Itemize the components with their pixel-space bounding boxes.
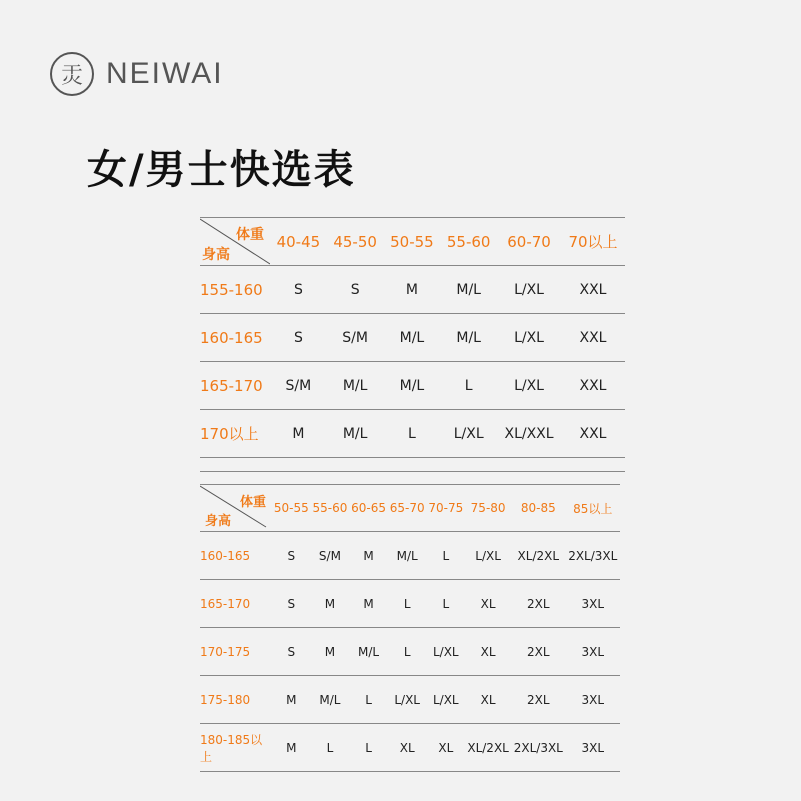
women-corner-cell: [200, 218, 270, 266]
men-size-cell: XL: [465, 628, 511, 676]
men-weight-header: 85以上: [566, 485, 620, 532]
men-size-cell: 2XL: [511, 580, 565, 628]
women-corner-weight-label: 体重: [236, 227, 264, 243]
women-corner-height-label: 身高: [202, 247, 230, 263]
men-height-label: 160-165: [200, 532, 272, 580]
women-size-cell: S/M: [327, 314, 384, 362]
men-size-cell: XL/2XL: [465, 724, 511, 772]
men-size-cell: L: [427, 580, 466, 628]
men-size-cell: S: [272, 628, 311, 676]
men-size-cell: 2XL: [511, 676, 565, 724]
men-table-row: [200, 532, 620, 580]
women-table-row: [200, 410, 625, 458]
men-size-cell: L/XL: [388, 676, 427, 724]
women-size-cell: M/L: [384, 362, 441, 410]
women-size-cell: S/M: [270, 362, 327, 410]
women-height-label: 165-170: [200, 362, 270, 410]
men-size-cell: 3XL: [566, 580, 620, 628]
women-weight-header: 50-55: [384, 218, 441, 266]
men-size-cell: XL: [427, 724, 466, 772]
men-size-cell: L/XL: [465, 532, 511, 580]
men-weight-header: 60-65: [349, 485, 388, 532]
men-size-cell: L/XL: [427, 676, 466, 724]
brand-logo: [50, 50, 224, 98]
women-size-cell: L/XL: [440, 410, 497, 458]
men-size-cell: S: [272, 580, 311, 628]
men-size-cell: 3XL: [566, 628, 620, 676]
women-size-table: [200, 217, 625, 472]
women-size-cell: L: [384, 410, 441, 458]
men-size-cell: 2XL/3XL: [566, 532, 620, 580]
men-weight-header: 55-60: [311, 485, 350, 532]
women-size-cell: XXL: [561, 314, 625, 362]
women-size-cell: M/L: [440, 266, 497, 314]
men-table-row: [200, 676, 620, 724]
men-corner-height-label: 身高: [205, 514, 232, 529]
women-size-cell: M/L: [384, 314, 441, 362]
men-table-row: [200, 580, 620, 628]
men-height-label: 180-185以上: [200, 724, 272, 772]
men-size-cell: L: [349, 724, 388, 772]
women-size-cell: S: [270, 314, 327, 362]
women-height-label: 160-165: [200, 314, 270, 362]
men-size-cell: 3XL: [566, 724, 620, 772]
men-size-cell: M: [311, 580, 350, 628]
women-size-cell: S: [327, 266, 384, 314]
women-size-cell: S: [270, 266, 327, 314]
men-size-cell: 2XL/3XL: [511, 724, 565, 772]
men-size-cell: S: [272, 532, 311, 580]
women-header-row: [200, 218, 625, 266]
men-size-cell: M/L: [311, 676, 350, 724]
brand-name: NEIWAI: [106, 57, 224, 90]
women-size-cell: XXL: [561, 410, 625, 458]
men-height-label: 165-170: [200, 580, 272, 628]
women-weight-header: 70以上: [561, 218, 625, 266]
men-size-cell: 2XL: [511, 628, 565, 676]
women-weight-header: 45-50: [327, 218, 384, 266]
page-title: 女/男士快选表: [87, 147, 356, 193]
men-size-cell: M: [272, 676, 311, 724]
women-weight-header: 60-70: [497, 218, 561, 266]
men-size-cell: XL/2XL: [511, 532, 565, 580]
men-weight-header: 50-55: [272, 485, 311, 532]
women-weight-header: 40-45: [270, 218, 327, 266]
men-size-cell: L: [427, 532, 466, 580]
men-size-table: [200, 484, 620, 772]
men-corner-cell: [200, 485, 272, 532]
women-size-cell: L: [440, 362, 497, 410]
men-size-cell: M/L: [349, 628, 388, 676]
men-size-cell: L/XL: [427, 628, 466, 676]
men-header-row: [200, 485, 620, 532]
men-size-cell: L: [388, 580, 427, 628]
women-size-cell: M/L: [440, 314, 497, 362]
women-height-label: 155-160: [200, 266, 270, 314]
men-corner-weight-label: 体重: [240, 495, 267, 510]
men-size-cell: L: [388, 628, 427, 676]
men-height-label: 175-180: [200, 676, 272, 724]
women-table-row: [200, 266, 625, 314]
men-weight-header: 75-80: [465, 485, 511, 532]
men-size-cell: M: [272, 724, 311, 772]
men-size-cell: M: [349, 580, 388, 628]
men-size-cell: XL: [465, 580, 511, 628]
women-size-cell: L/XL: [497, 266, 561, 314]
women-table-row: [200, 362, 625, 410]
men-size-cell: XL: [465, 676, 511, 724]
men-size-cell: 3XL: [566, 676, 620, 724]
men-weight-header: 80-85: [511, 485, 565, 532]
men-table-row: [200, 628, 620, 676]
men-table-row: [200, 724, 620, 772]
women-weight-header: 55-60: [440, 218, 497, 266]
men-height-label: 170-175: [200, 628, 272, 676]
men-size-cell: M: [311, 628, 350, 676]
men-size-cell: M: [349, 532, 388, 580]
men-size-cell: L: [311, 724, 350, 772]
brand-mark-icon: 㶣: [50, 52, 94, 96]
men-size-cell: S/M: [311, 532, 350, 580]
men-size-cell: XL: [388, 724, 427, 772]
women-size-cell: M: [384, 266, 441, 314]
women-table-bottom-rule: [200, 458, 625, 472]
men-size-cell: L: [349, 676, 388, 724]
women-size-cell: XL/XXL: [497, 410, 561, 458]
women-size-cell: XXL: [561, 362, 625, 410]
women-size-cell: M/L: [327, 410, 384, 458]
men-size-cell: M/L: [388, 532, 427, 580]
men-weight-header: 70-75: [427, 485, 466, 532]
women-size-cell: M: [270, 410, 327, 458]
women-height-label: 170以上: [200, 410, 270, 458]
women-size-cell: L/XL: [497, 362, 561, 410]
women-size-cell: XXL: [561, 266, 625, 314]
women-size-cell: M/L: [327, 362, 384, 410]
women-table-row: [200, 314, 625, 362]
women-size-cell: L/XL: [497, 314, 561, 362]
men-weight-header: 65-70: [388, 485, 427, 532]
